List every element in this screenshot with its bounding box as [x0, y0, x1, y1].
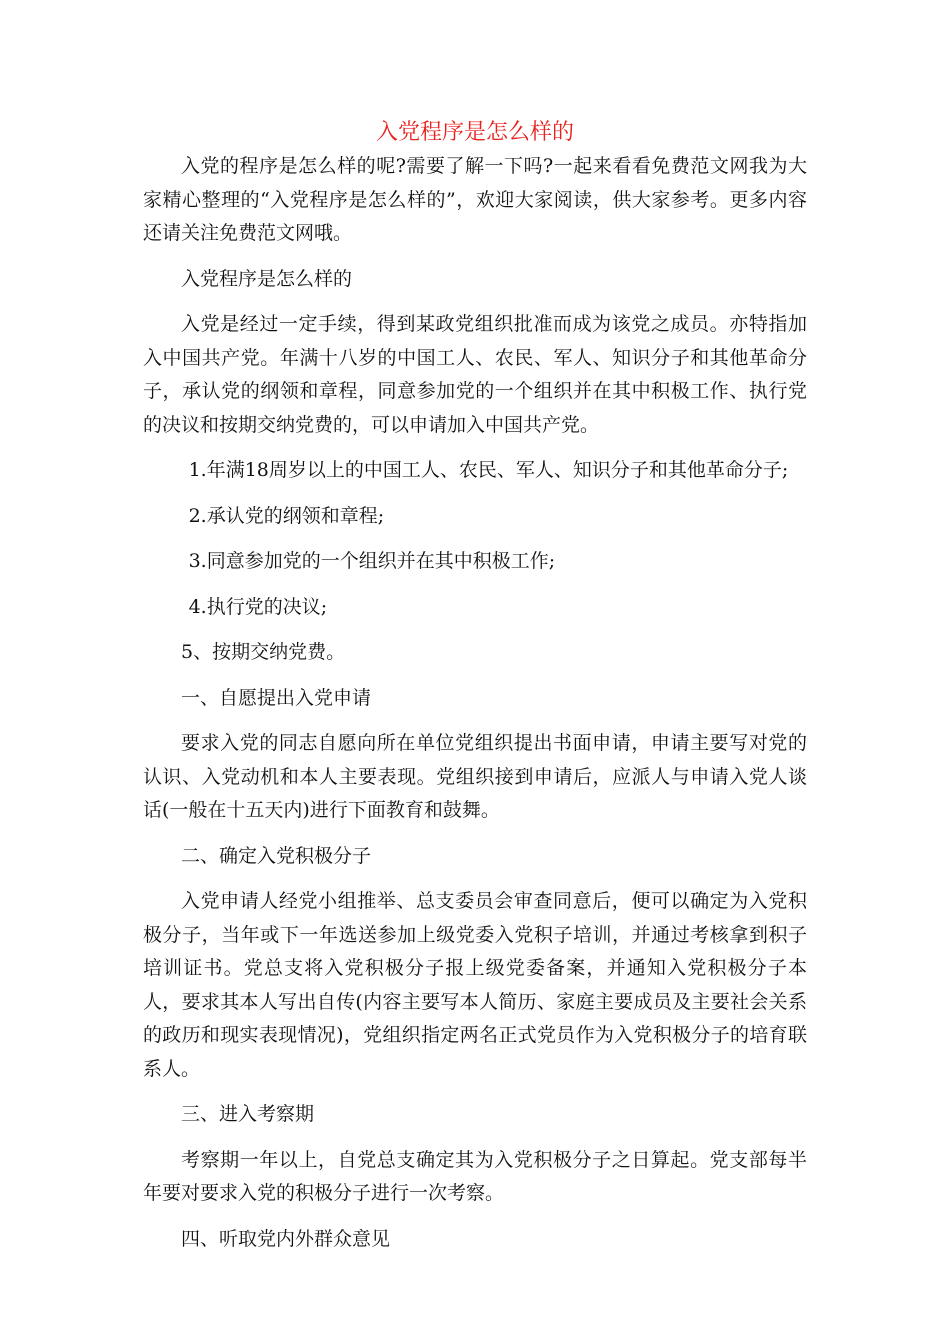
condition-item: 1.年满18周岁以上的中国工人、农民、军人、知识分子和其他革命分子;	[188, 459, 789, 481]
section-heading: 三、进入考察期	[181, 1103, 315, 1125]
intro-paragraph: 入党的程序是怎么样的呢?需要了解一下吗?一起来看看免费范文网我为大家精心整理的“入党程序是怎么样的”，欢迎大家阅读，供大家参考。更多内容还请关注免费范文网哦。	[143, 155, 807, 244]
condition-item: 2.承认党的纲领和章程;	[188, 504, 385, 527]
section-heading: 二、确定入党积极分子	[181, 844, 372, 867]
condition-item: 3.同意参加党的一个组织并在其中积极工作;	[188, 550, 556, 572]
section-body: 入党申请人经党小组推举、总支委员会审查同意后，便可以确定为入党积极分子，当年或下一年选送参加上级党委入党积子培训，并通过考核拿到积子培训证书。党总支将入党积极分子报上级党委备案，并通知入党积极分子本人，要求其本人写出自传(内容主要写本人简历、家庭主要成员及主要社会关系的政历和现实表现情况)，党组织指定两名正式党员作为入党积极分子的培育联系人。	[143, 890, 807, 1080]
section-heading: 四、听取党内外群众意见	[181, 1227, 391, 1250]
section-body: 考察期一年以上，自党总支确定其为入党积极分子之日算起。党支部每半年要对要求入党的积极分子进行一次考察。	[143, 1148, 807, 1204]
section-heading: 一、自愿提出入党申请	[181, 686, 372, 709]
subtitle-paragraph: 入党程序是怎么样的	[181, 267, 353, 290]
document-body	[143, 116, 807, 1268]
section-body: 要求入党的同志自愿向所在单位党组织提出书面申请，申请主要写对党的认识、入党动机和本人主要表现。党组织接到申请后，应派人与申请入党人谈话(一般在十五天内)进行下面教育和鼓舞。	[143, 732, 807, 821]
document-title: 入党程序是怎么样的	[375, 120, 574, 145]
definition-paragraph: 入党是经过一定手续，得到某政党组织批准而成为该党之成员。亦特指加入中国共产党。年满十八岁的中国工人、农民、军人、知识分子和其他革命分子，承认党的纲领和章程，同意参加党的一个组织并在其中积极工作、执行党的决议和按期交纳党费的，可以申请加入中国共产党。	[143, 313, 807, 436]
condition-item: 5、按期交纳党费。	[181, 641, 346, 663]
condition-item: 4.执行党的决议;	[188, 595, 328, 618]
